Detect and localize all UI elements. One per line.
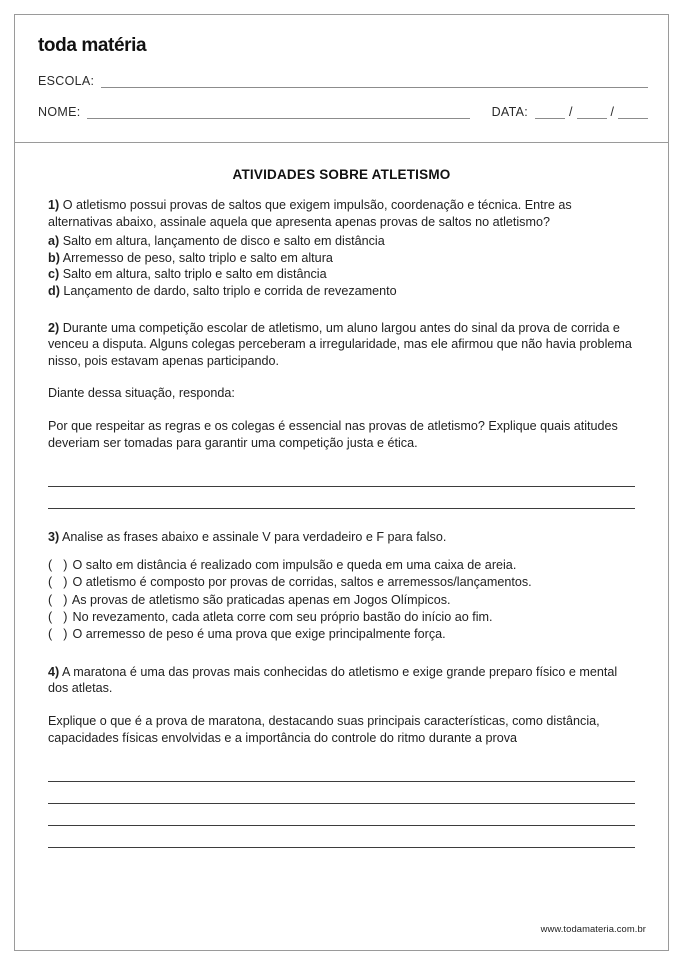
true-false-text: As provas de atletismo são praticadas apenas em Jogos Olímpicos. [71, 592, 451, 607]
spacer-4 [48, 509, 635, 529]
alternative-d-text: Lançamento de dardo, salto triplo e corrida de revezamento [59, 283, 397, 298]
data-separator-2: / [610, 105, 614, 119]
alternative-a[interactable] [48, 233, 635, 250]
paren-close: ) [63, 627, 68, 642]
data-month-input[interactable] [577, 107, 607, 119]
data-label: DATA: [491, 105, 529, 119]
question-1-text: O atletismo possui provas de saltos que exigem impulsão, coordenação e técnica. Entre as alternativas abaixo, assinale aquela que apresenta apenas provas de saltos no atletismo? [48, 198, 572, 229]
question-1-number: 1) [48, 198, 60, 212]
escola-field-row [35, 74, 648, 88]
nome-label: NOME: [38, 105, 81, 119]
spacer-3 [48, 402, 635, 418]
true-false-item[interactable] [48, 574, 635, 591]
escola-input-line[interactable] [101, 76, 648, 88]
question-4-number: 4) [48, 664, 60, 679]
alternative-c[interactable] [48, 266, 635, 283]
answer-line[interactable] [48, 826, 635, 848]
paren-open: ( [48, 627, 53, 642]
true-false-checkbox[interactable] [48, 574, 69, 591]
alternative-d[interactable] [48, 283, 635, 300]
true-false-item[interactable] [48, 557, 635, 574]
paren-open: ( [48, 609, 53, 624]
paren-close: ) [63, 557, 68, 572]
answer-line[interactable] [48, 487, 635, 509]
question-3-text: Analise as frases abaixo e assinale V para verdadeiro e F para falso. [59, 530, 447, 545]
paren-open: ( [48, 557, 53, 572]
question-4-sub-prompt: Explique o que é a prova de maratona, destacando suas principais características, como distância, capacidades físicas envolvidas e a importância do controle do ritmo durante a prova [48, 713, 600, 745]
alternative-c-text: Salto em altura, salto triplo e salto em distância [59, 267, 327, 282]
spacer-6 [48, 697, 635, 713]
question-2-text: Durante uma competição escolar de atletismo, um aluno largou antes do sinal da prova de corrida e venceu a disputa. Alguns colegas perceberam a irregularidade, mas ele afirmou que não havia problema nisso, pois estavam apenas participando. [48, 320, 632, 368]
alternative-c-letter: c) [48, 267, 60, 282]
true-false-text: O arremesso de peso é uma prova que exige principalmente força. [72, 627, 446, 642]
question-3-statements [48, 557, 635, 644]
answer-line[interactable] [48, 465, 635, 487]
alternative-b-letter: b) [48, 250, 60, 265]
page-title: ATIVIDADES SOBRE ATLETISMO [232, 167, 451, 182]
answer-line[interactable] [48, 804, 635, 826]
question-1 [48, 197, 635, 230]
true-false-text: O salto em distância é realizado com impulsão e queda em uma caixa de areia. [72, 557, 517, 572]
paren-close: ) [63, 592, 68, 607]
escola-label: ESCOLA: [38, 74, 95, 88]
data-field-group [492, 105, 648, 119]
data-separator-1: / [569, 105, 573, 119]
answer-line[interactable] [48, 782, 635, 804]
question-2-prompt: Diante dessa situação, responda: [48, 386, 235, 401]
question-4 [48, 664, 635, 697]
alternative-d-letter: d) [48, 283, 60, 298]
paren-open: ( [48, 575, 53, 590]
true-false-checkbox[interactable] [48, 557, 69, 574]
question-2 [48, 320, 635, 370]
true-false-checkbox[interactable] [48, 592, 69, 609]
spacer-1 [48, 300, 635, 320]
question-3 [48, 529, 635, 546]
true-false-item[interactable] [48, 626, 635, 643]
worksheet-content [15, 143, 668, 848]
alternative-a-text: Salto em altura, lançamento de disco e salto em distância [59, 234, 385, 249]
true-false-text: O atletismo é composto por provas de corridas, saltos e arremessos/lançamentos. [72, 575, 532, 590]
paren-close: ) [63, 609, 68, 624]
paren-close: ) [63, 575, 68, 590]
question-2-answer-lines [48, 465, 635, 509]
spacer-2 [48, 369, 635, 385]
question-2-number: 2) [48, 320, 60, 335]
worksheet-page [14, 14, 669, 951]
question-2-sub-prompt: Por que respeitar as regras e os colegas é essencial nas provas de atletismo? Explique quais atitudes deveriam ser tomadas para garantir uma competição justa e ética. [48, 418, 618, 450]
true-false-checkbox[interactable] [48, 609, 69, 626]
nome-data-field-row [35, 105, 648, 119]
true-false-checkbox[interactable] [48, 626, 69, 643]
question-3-number: 3) [48, 530, 60, 545]
true-false-text: No revezamento, cada atleta corre com seu próprio bastão do início ao fim. [72, 609, 493, 624]
worksheet-header [15, 15, 668, 143]
brand-logo: toda matéria [38, 35, 147, 56]
question-4-answer-lines [48, 760, 635, 848]
spacer-5 [48, 644, 635, 664]
data-day-input[interactable] [535, 107, 565, 119]
alternative-a-letter: a) [48, 234, 60, 249]
alternative-b-text: Arremesso de peso, salto triplo e salto em altura [59, 250, 333, 265]
alternative-b[interactable] [48, 250, 635, 267]
true-false-item[interactable] [48, 609, 635, 626]
question-1-alternatives [48, 233, 635, 299]
answer-line[interactable] [48, 760, 635, 782]
true-false-item[interactable] [48, 592, 635, 609]
paren-open: ( [48, 592, 53, 607]
data-year-input[interactable] [618, 107, 648, 119]
question-4-text: A maratona é uma das provas mais conhecidas do atletismo e exige grande preparo físico e mental dos atletas. [48, 664, 618, 696]
footer-url: www.todamateria.com.br [540, 923, 646, 934]
nome-input-line[interactable] [87, 107, 469, 119]
